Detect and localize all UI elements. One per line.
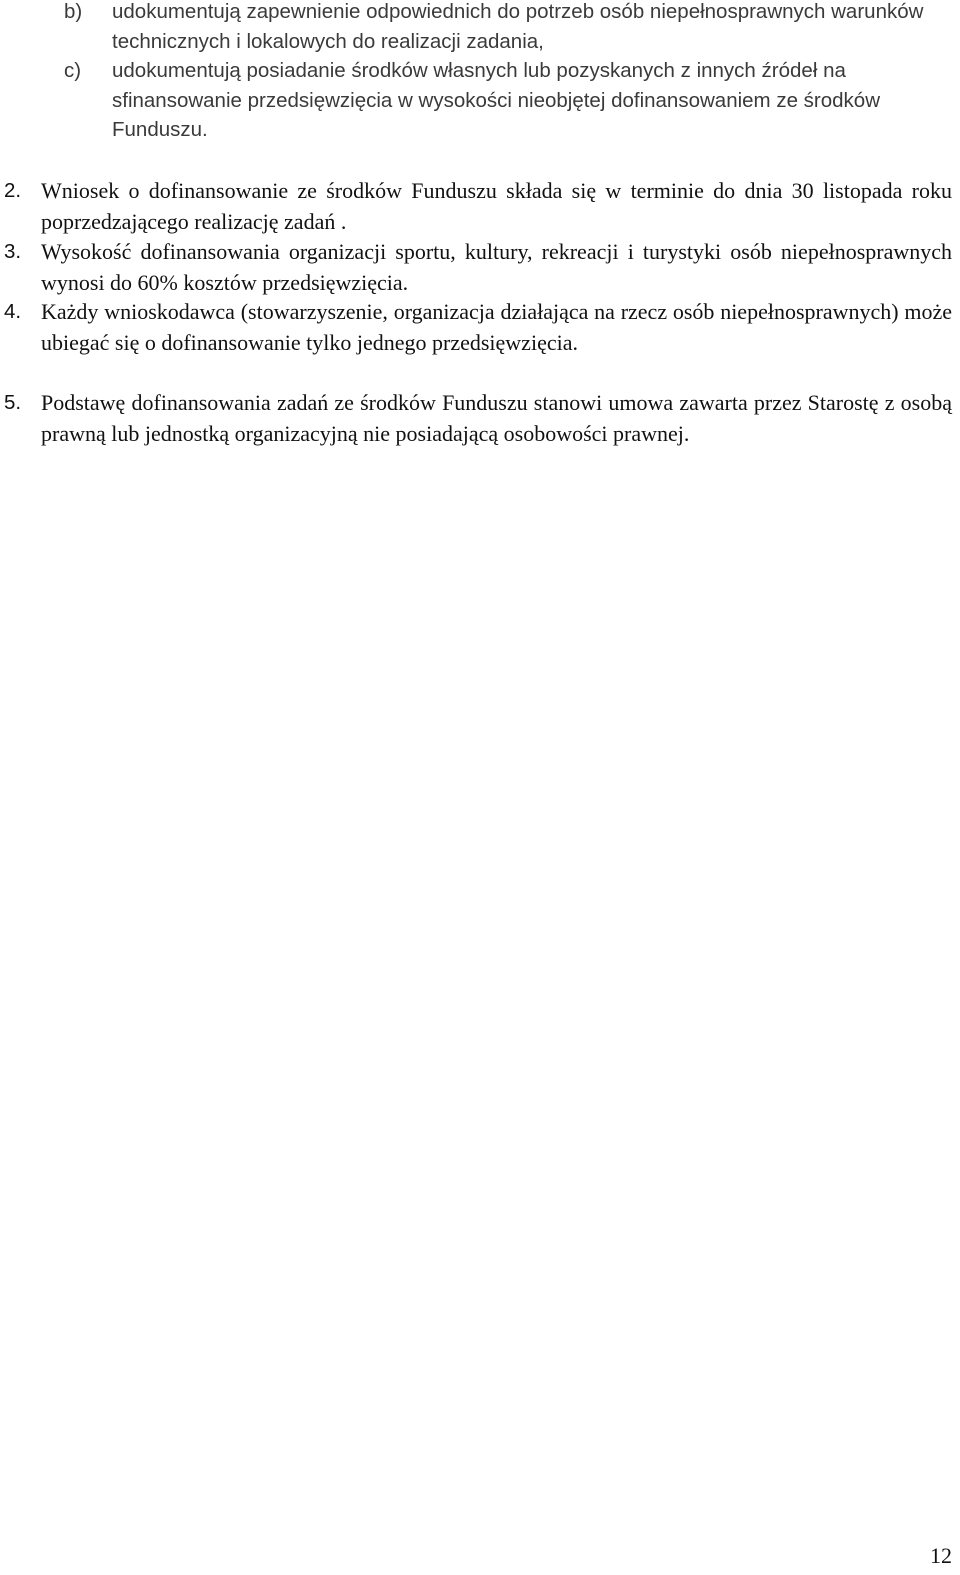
item-number: 5. [4, 391, 22, 414]
item-number: 2. [4, 179, 22, 202]
list-item-b [64, 0, 954, 56]
list-marker: c) [64, 59, 82, 82]
list-item-c [64, 56, 954, 145]
item-number: 4. [4, 300, 22, 323]
list-item-text: udokumentują posiadanie środków własnych lub pozyskanych z innych źródeł na sfinansowanie przedsięwzięcia w wysokości nieobjętej dofinansowaniem ze środków Funduszu. [112, 59, 880, 141]
numbered-item-2 [4, 176, 952, 237]
numbered-item-3 [4, 237, 952, 298]
item-text: Wysokość dofinansowania organizacji sportu, kultury, rekreacji i turystyki osób niepełnosprawnych wynosi do 60% kosztów przedsięwzięcia. [41, 239, 952, 295]
item-text: Podstawę dofinansowania zadań ze środków Funduszu stanowi umowa zawarta przez Starostę z osobą prawną lub jednostką organizacyjną nie posiadającą osobowości prawnej. [41, 390, 952, 446]
item-number: 3. [4, 240, 22, 263]
numbered-item-5 [4, 388, 952, 449]
list-marker: b) [64, 0, 83, 23]
list-item-text: udokumentują zapewnienie odpowiednich do potrzeb osób niepełnosprawnych warunków technicznych i lokalowych do realizacji zadania, [112, 0, 924, 53]
item-text: Każdy wnioskodawca (stowarzyszenie, organizacja działająca na rzecz osób niepełnosprawnych) może ubiegać się o dofinansowanie tylko jednego przedsięwzięcia. [41, 299, 952, 355]
item-text: Wniosek o dofinansowanie ze środków Funduszu składa się w terminie do dnia 30 listopada roku poprzedzającego realizację zadań . [41, 178, 952, 234]
page-number: 12 [930, 1543, 952, 1568]
numbered-item-4 [4, 297, 952, 358]
